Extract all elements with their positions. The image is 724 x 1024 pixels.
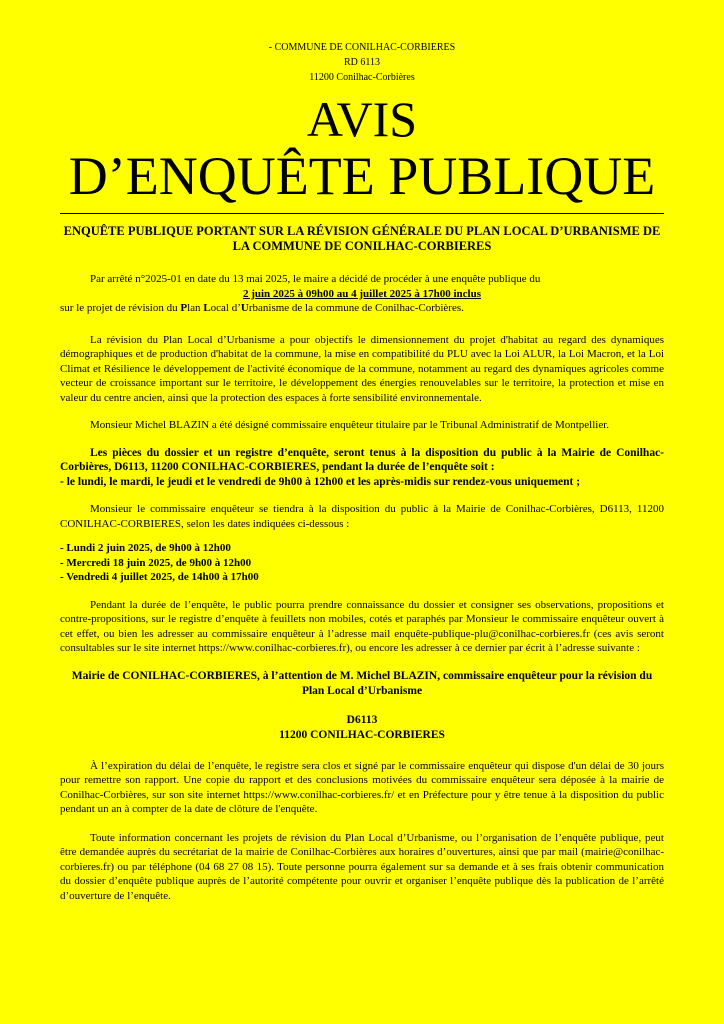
report-paragraph: À l’expiration du délai de l’enquête, le registre sera clos et signé par le commissaire enquêteur qui dispose d'un délai de 30 jours pour remettre son rapport. Une copie du rapport et des conclusions motivées du commissaire enquêteur sera déposée à la mairie de Conilhac-Corbières, sur son site internet https://www.conilhac-corbieres.fr/ et en Préfecture pour y être tenue à la disposition du public pendant un an à compter de la date de clôture de l'enquête. — [60, 759, 664, 815]
observations-paragraph: Pendant la durée de l’enquête, le public pourra prendre connaissance du dossier et consigner ses observations, propositions et contre-propositions, sur le registre d’enquête à feuillets non mobiles, cotés et paraphés par Monsieur le commissaire enquêteur ouvert à cet effet, ou bien les adresser au commissaire enquêteur à l’adresse mail enquête-publique-plu@conilhac-corbieres.fr (ces avis seront consultables sur le site internet https://www.conilhac-corbieres.fr), ou encore les adresser à ce dernier par écrit à l’adresse suivante : — [60, 598, 664, 654]
address-city: 11200 CONILHAC-CORBIERES — [279, 728, 445, 741]
list-item: - Lundi 2 juin 2025, de 9h00 à 12h00 — [60, 542, 231, 554]
objectives-paragraph: La révision du Plan Local d’Urbanisme a pour objectifs le dimensionnement du projet d'habitat au regard des dynamiques démographiques et de production d'habitat de la commune, la mise en compatibilité du PLU avec la Loi ALUR, la Loi Macron, et la Loi Climat et Résilience le développement de l'activité économique de la commune, notamment au regard des dynamiques agricoles comme vecteur de croissance important sur le territoire, le développement des énergies renouvelables sur le territoire, la protection et mise en valeur du centre ancien, ainsi que la protection des espaces à forte sensibilité environnementale. — [60, 333, 664, 404]
list-item: - Mercredi 18 juin 2025, de 9h00 à 12h00 — [60, 556, 252, 569]
title-divider — [60, 213, 664, 214]
intro-section — [60, 272, 664, 316]
header-commune: - COMMUNE DE CONILHAC-CORBIERES — [268, 42, 456, 53]
address-road: D6113 — [346, 713, 378, 726]
info-paragraph: Toute information concernant les projets de révision du Plan Local d’Urbanisme, ou l’organisation de l’enquête publique, peut être demandée auprès du secrétariat de la mairie de Conilhac-Corbières aux horaires d’ouvertures, ainsi que par mail (mairie@conilhac-corbieres.fr) ou par téléphone (04 68 27 08 15). Toute personne pourra également sur sa demande et à ses frais obtenir communication du dossier d’enquête publique auprès de l’autorité compétente pour ouvrir et organiser l’enquête publique dès la publication de l’arrêté d’ouverture de l’enquête. — [60, 831, 664, 902]
notice-page — [60, 40, 664, 903]
commissioner-paragraph: Monsieur Michel BLAZIN a été désigné commissaire enquêteur titulaire par le Tribunal Administratif de Montpellier. — [90, 419, 610, 431]
address-recipient: Mairie de CONILHAC-CORBIERES, à l’attention de M. Michel BLAZIN, commissaire enquêteur pour la révision du Plan Local d’Urbanisme — [71, 669, 653, 697]
list-item: - Vendredi 4 juillet 2025, de 14h00 à 17h00 — [60, 571, 259, 583]
permanence-list — [60, 541, 664, 585]
title-enquete-publique: D’ENQUÊTE PUBLIQUE — [68, 146, 656, 206]
intro-text: Par arrêté n°2025-01 en date du 13 mai 2025, le maire a décidé de procéder à une enquête publique du — [90, 273, 541, 285]
intro-dates: 2 juin 2025 à 09h00 au 4 juillet 2025 à 17h00 inclus — [242, 287, 482, 300]
header-road: RD 6113 — [343, 57, 381, 68]
title-avis: AVIS — [306, 91, 418, 147]
documents-hours: - le lundi, le mardi, le jeudi et le vendredi de 9h00 à 12h00 et les après-midis sur rendez-vous uniquement ; — [60, 475, 581, 488]
intro-project: sur le projet de révision du Plan Local d’Urbanisme de la commune de Conilhac-Corbières. — [60, 302, 464, 314]
documents-section — [60, 446, 664, 490]
address-block — [60, 669, 664, 743]
header-city: 11200 Conilhac-Corbières — [309, 72, 415, 83]
permanence-intro: Monsieur le commissaire enquêteur se tiendra à la disposition du public à la Mairie de Conilhac-Corbières, D6113, 11200 CONILHAC-CORBIERES, selon les dates indiquées ci-dessous : — [60, 503, 664, 530]
subtitle: ENQUÊTE PUBLIQUE PORTANT SUR LA RÉVISION GÉNÉRALE DU PLAN LOCAL D’URBANISME DE LA COMMUNE DE CONILHAC-CORBIERES — [63, 224, 661, 253]
documents-paragraph: Les pièces du dossier et un registre d’enquête, seront tenus à la disposition du public à la Mairie de Conilhac-Corbières, D6113, 11200 CONILHAC-CORBIERES, pendant la durée de l’enquête soit : — [60, 446, 664, 473]
header — [60, 40, 664, 85]
